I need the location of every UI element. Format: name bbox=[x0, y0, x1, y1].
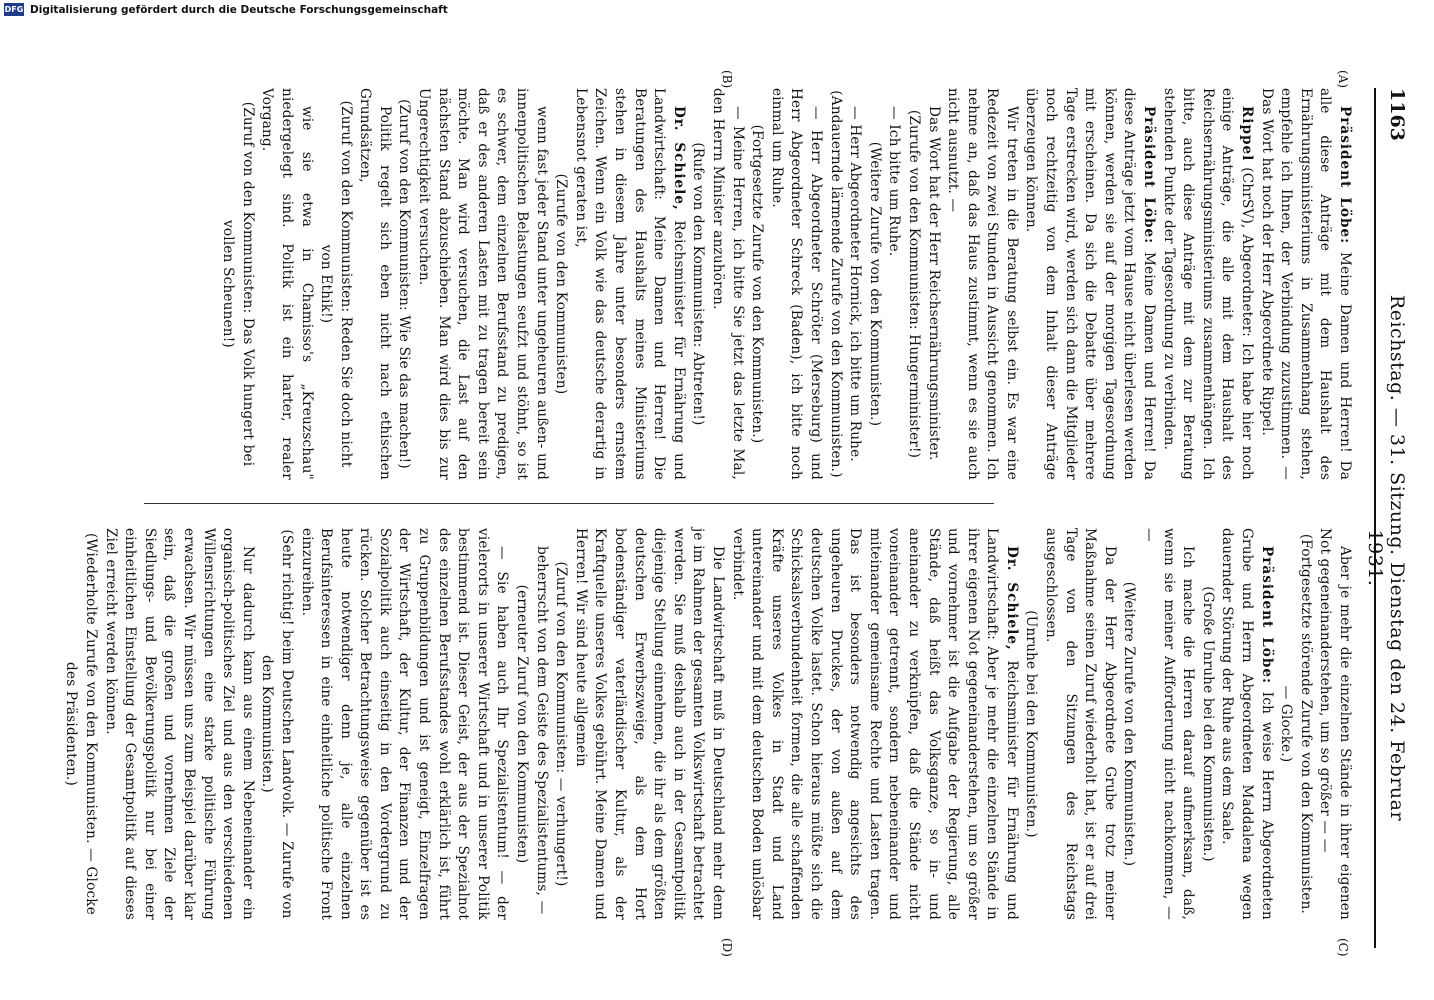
margin-letter-a: (A) bbox=[1336, 70, 1350, 89]
paragraph-text: (Weitere Zurufe von den Kommunisten.) bbox=[866, 141, 883, 427]
text-column-right bbox=[63, 528, 1354, 920]
column-divider bbox=[144, 503, 994, 504]
paragraph-text: — Sie haben auch Ihr Spezialistentum! — der vielerorts in unserer Wirtschaft und in unserer Politik bestimmend ist. Dieser Geist, der aus der Spezialnot des einzelnen Berufsstandes wohl erklärlich ist, führt zu Gruppenbildungen und ist geneigt, Einzelfragen der Wirtschaft, der Kultur, der Finanzen und der Sozialpolitik auch einseitig in den Vordergrund zu rücken. Solcher Betrachtungsweise gegenüber ist es heute notwendiger denn je, alle einzelnen Berufsinteressen in eine einheitliche politische Front einzureihen. bbox=[298, 528, 511, 920]
speaker-name: Dr. Schiele, bbox=[670, 106, 687, 211]
paragraph bbox=[845, 88, 865, 480]
paragraph-text: Politik regelt sich eben nicht nach ethischen Grundsätzen, bbox=[357, 88, 393, 480]
footer-note-text: Digitalisierung gefördert durch die Deutsche Forschungsgemeinschaft bbox=[30, 4, 448, 16]
paragraph-text: Da der Herr Abgeordnete Grube trotz meiner Maßnahme seinen Zuruf wiederholt hat, ist er auf drei Tage von den Sitzungen des Reichstags ausgeschlossen. bbox=[1043, 528, 1118, 920]
paragraph bbox=[1217, 528, 1276, 920]
page-number: 1163 bbox=[1386, 88, 1408, 141]
paragraph-text: Wir treten in die Beratung selbst ein. Es war eine Redezeit von zwei Stunden in Aussicht genommen. Ich nehme an, daß das Haus zustimmt, wenn es sie auch nicht ausnutzt. — bbox=[945, 88, 1020, 480]
interjection bbox=[688, 88, 708, 480]
paragraph-text: Reichsminister für Ernährung und Landwirtschaft: Aber je mehr die einzelnen Stände in ihrer eigenen Not gegeneinanderstehen, um so größer und vornehmer ist die Aufgabe der Regierung, alle Stände, daß heißt das Volksganze, so in- und aneinander zu verknüpfen, daß die Stände nicht voneinander getrennt, sondern nebeneinander und miteinander gemeinsame Rechte und Lasten tragen. Das ist besonders notwendig angesichts des ungeheuren Druckes, der von außen auf dem deutschen Volke lastet. Schon hieraus müßte sich die Schicksalsverbundenheit formen, die alle schaffenden Kräfte unseres Volkes in Stadt und Land untereinander und mit dem deutschen Boden unlösbar verbindet. bbox=[729, 528, 1020, 920]
interjection bbox=[864, 88, 884, 480]
interjection bbox=[511, 528, 531, 920]
paragraph-text: (Zuruf von den Kommunisten: Wie Sie das machen!) bbox=[396, 99, 413, 469]
dfg-logo: DFG bbox=[4, 5, 24, 14]
interjection bbox=[1197, 528, 1217, 920]
paragraph bbox=[570, 528, 727, 920]
paragraph-text: (ChrSV), Abgeordneter: Ich habe hier noch einige Anträge, die alle mit dem Haushalt des Reichsernährungsministeriums zusammenhängen. Ich bitte, auch diese Anträge mit dem zur Beratung stehenden Punkte der Tagesordnung zu verbinden. bbox=[1160, 88, 1256, 480]
interjection bbox=[903, 88, 923, 480]
paragraph bbox=[1315, 528, 1354, 920]
interjection bbox=[747, 88, 767, 480]
margin-letter-b: (B) bbox=[720, 70, 734, 89]
paragraph bbox=[100, 528, 257, 920]
paragraph-text: (Große Unruhe bei den Kommunisten.) bbox=[1199, 586, 1216, 862]
paragraph-text: (Zuruf von den Kommunisten: Reden Sie doch nicht von Ethik!) bbox=[318, 100, 354, 468]
paragraph bbox=[707, 88, 746, 480]
paragraph-text: Meine Damen und Herren! Da diese Anträge jetzt vom Hause nicht überlesen werden können, werden sie auf der morgigen Tagesordnung mit erscheinen. Da sich die Debatte über mehrere Tage erstrecken wird, werden sich dann die Mitglieder noch rechtzeitig von dem Inhalt dieser Anträge überzeugen können. bbox=[1023, 88, 1158, 481]
speaker-name: Präsident Löbe: bbox=[1141, 106, 1158, 245]
paragraph bbox=[296, 528, 512, 920]
paragraph bbox=[1158, 88, 1256, 480]
margin-letter-c: (C) bbox=[1336, 938, 1350, 957]
paragraph-text: Nur dadurch kann aus einem Nebeneinander ein organisch-politisches Ziel und aus den verschiedenen Willensrichtungen eine starke politische Führung erwachsen. Wir müssen uns zum Beispiel darüber klar sein, daß die großen und vornehmen Ziele der Siedlungs- und Bevölkerungspolitik nur bei einer einheitlichen Einstellung der Gesamtpolitik auf dieses Ziel erreicht werden können. bbox=[102, 528, 256, 920]
interjection bbox=[257, 528, 296, 920]
interjection bbox=[218, 88, 257, 480]
paragraph-text: (Weitere Zurufe von den Kommunisten.) bbox=[1121, 581, 1138, 867]
text-column-left bbox=[134, 88, 1354, 480]
paragraph-text: Reichsminister für Ernährung und Landwirtschaft: Meine Damen und Herren! Die Beratungen des Haushalts meines Ministeriums stehen in diesem Jahre unter besonders ernstem Zeichen. Wenn ein Volk wie das deutsche derartig in Lebensnot geraten ist, bbox=[572, 88, 687, 480]
paragraph-text: (Wiederholte Zurufe von den Kommunisten. — Glocke des Präsidenten.) bbox=[63, 533, 99, 915]
paragraph bbox=[1256, 88, 1354, 480]
paragraph bbox=[414, 88, 551, 480]
paragraph-text: (Zuruf von den Kommunisten: Das Volk hungert bei vollen Scheunen!) bbox=[220, 101, 256, 467]
paragraph-text: Die Landwirtschaft muß in Deutschland mehr denn je im Rahmen der gesamten Volkswirtschaft betrachtet werden. Sie muß deshalb auch in der Gesamtpolitik diejenige Stellung einnehmen, die ihr als dem größten deutschen Erwerbszweige, als dem Hort bodenständiger vaterländischer Kultur, als der Kraftquelle unseres Volkes gebührt. Meine Damen und Herren! Wir sind heute allgemein bbox=[572, 528, 726, 920]
speaker-name: Präsident Löbe: bbox=[1337, 106, 1353, 245]
interjection bbox=[394, 88, 414, 480]
speaker-name: Rippel bbox=[1239, 106, 1256, 162]
paragraph-text: (Zurufe von den Kommunisten: Hungerminister!) bbox=[905, 109, 922, 459]
paragraph-text: (Zuruf von den Kommunisten: — verhungert!) bbox=[553, 561, 570, 887]
paragraph-text: — Herr Abgeordneter Schröter (Merseburg) und Herr Abgeordneter Schreck (Baden), ich bitte noch einmal um Ruhe. bbox=[768, 88, 824, 480]
paragraph-text: Aber je mehr die einzelnen Stände in ihrer eigenen Not gegeneinanderstehen, um so größer — — bbox=[1317, 528, 1353, 920]
paragraph bbox=[943, 88, 1021, 480]
paragraph-text: Meine Damen und Herren! Da alle diese Anträge mit dem Haushalt des Ernährungsministeriums in Zusammenhang stehen, empfehle ich Ihnen, der Verbindung zuzustimmen. — Das Wort hat noch der Herr Abgeordnete Rippel. bbox=[1258, 88, 1353, 481]
interjection bbox=[551, 528, 571, 920]
paragraph bbox=[570, 88, 688, 480]
paragraph bbox=[766, 88, 825, 480]
interjection bbox=[551, 88, 571, 480]
paragraph-text: wie sie etwa in Chamisso's „Kreuzschau" niedergelegt sind. Politik ist ein harter, realer Vorgang. bbox=[259, 88, 315, 480]
page-title: Reichstag. — 31. Sitzung. Dienstag den 24. Februar 1931. bbox=[1364, 294, 1408, 822]
paragraph bbox=[884, 88, 904, 480]
interjection bbox=[61, 528, 100, 920]
paragraph bbox=[1021, 88, 1158, 480]
paragraph-text: (erneuter Zuruf von den Kommunisten) bbox=[514, 584, 531, 864]
margin-letter-d: (D) bbox=[720, 938, 734, 957]
interjection bbox=[316, 88, 355, 480]
interjection bbox=[1021, 528, 1041, 920]
interjection bbox=[1119, 528, 1139, 920]
paragraph-text: Ich weise Herrn Abgeordneten Grube und Herrn Abgeordneten Maddalena wegen dauernder Störung der Ruhe aus dem Saale. bbox=[1219, 528, 1275, 920]
paragraph-text: (Fortgesetzte störende Zurufe von den Kommunisten. — Glocke.) bbox=[1278, 533, 1314, 915]
paragraph bbox=[355, 88, 394, 480]
paragraph bbox=[1138, 528, 1197, 920]
paragraph-text: — Herr Abgeordneter Hornick, ich bitte um Ruhe. bbox=[847, 106, 864, 462]
paragraph-text: beherrscht von dem Geiste des Spezialistentums, — bbox=[533, 546, 550, 915]
page-header bbox=[1364, 88, 1416, 948]
paragraph bbox=[727, 528, 1021, 920]
paragraph-text: (Andauernde lärmende Zurufe von den Kommunisten.) bbox=[827, 90, 844, 478]
paragraph-text: Ich mache die Herren darauf aufmerksam, daß, wenn sie meiner Aufforderung nicht nachkommen, — — bbox=[1141, 528, 1197, 920]
interjection bbox=[1276, 528, 1315, 920]
paragraph-text: (Fortgesetzte Zurufe von den Kommunisten.) bbox=[749, 124, 766, 444]
speaker-name: Präsident Löbe: bbox=[1258, 546, 1275, 685]
paragraph bbox=[923, 88, 943, 480]
interjection bbox=[825, 88, 845, 480]
speaker-name: Dr. Schiele, bbox=[1003, 546, 1020, 651]
paragraph-text: — Meine Herren, ich bitte Sie jetzt das letzte Mal, den Herrn Minister anzuhören. bbox=[710, 88, 746, 480]
paragraph-text: Das Wort hat der Herr Reichsernährungsminister. bbox=[925, 106, 942, 461]
paragraph-text: wenn fast jeder Stand unter ungeheuren außen- und innenpolitischen Belastungen seufzt und stöhnt, so ist es schwer, dem einzelnen Berufsstand zu predigen, daß er des anderen Lasten mit zu tragen bereit sein möchte. Man wird versuchen, die Last auf den nächsten Stand abzuschieben. Man wird dies bis zur Ungerechtigkeit versuchen. bbox=[416, 88, 550, 480]
paragraph bbox=[531, 528, 551, 920]
paragraph bbox=[1041, 528, 1119, 920]
paragraph-text: (Rufe von den Kommunisten: Abtreten!) bbox=[690, 142, 707, 426]
paragraph bbox=[257, 88, 316, 480]
paragraph-text: (Unruhe bei den Kommunisten.) bbox=[1023, 610, 1040, 838]
paragraph-text: (Zurufe von den Kommunisten) bbox=[553, 173, 570, 395]
paragraph-text: — Ich bitte um Ruhe. bbox=[886, 106, 903, 257]
paragraph-text: (Sehr richtig! beim Deutschen Landvolk. — Zurufe von den Kommunisten.) bbox=[259, 529, 295, 919]
